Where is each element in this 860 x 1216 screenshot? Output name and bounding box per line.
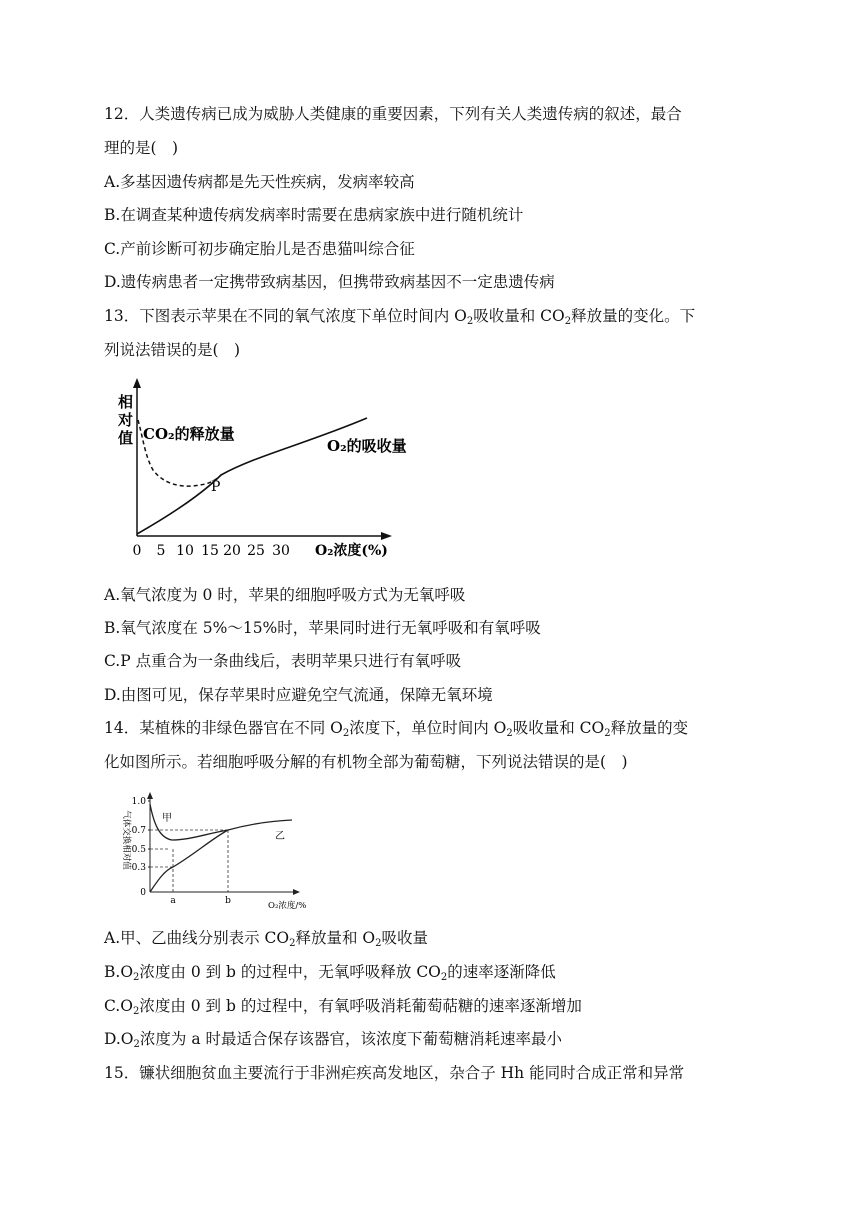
q14-ytick: 1.0 (131, 797, 146, 807)
q14-option-b: $B.O_2$浓度由 0 到 b 的过程中，无氧呼吸释放 $CO_2$的速率逐渐降低 (104, 963, 556, 983)
q14-stem-line1: 14．某植株的非绿色器官在不同 $O_2$浓度下，单位时间内 $O_2$吸收量和 $CO_2$释放量的变 (104, 719, 689, 739)
q14-xlabel: O₂浓度/% (268, 901, 307, 911)
q13-xtick: 20 (223, 543, 241, 559)
q14-option-d: $D.O_2$浓度为 a 时最适合保存该器官，该浓度下葡萄糖消耗速率最小 (104, 1030, 562, 1050)
q14-ytick: 0.3 (131, 863, 146, 873)
q14-ytick: 0.5 (131, 845, 146, 855)
q13-option-b: B.氧气浓度在 5%～15%时，苹果同时进行无氧呼吸和有氧呼吸 (104, 619, 541, 637)
q13-xtick: 10 (176, 543, 194, 559)
q13-xtick: 25 (247, 543, 265, 559)
q12-option-b: B.在调查某种遗传病发病率时需要在患病家族中进行随机统计 (104, 206, 524, 224)
q15-stem-line1: 15．镰状细胞贫血主要流行于非洲疟疾高发地区，杂合子 Hh 能同时合成正常和异常 (104, 1064, 685, 1082)
q13-xtick: 5 (156, 543, 166, 559)
q14-option-a: A.甲、乙曲线分别表示 $CO_2$释放量和 $O_2$吸收量 (104, 929, 429, 949)
q13-option-c: C.P 点重合为一条曲线后，表明苹果只进行有氧呼吸 (104, 652, 462, 670)
q13-xtick: 30 (272, 543, 290, 559)
q13-point-p-label: P (211, 479, 221, 495)
q14-ytick: 0.7 (131, 826, 146, 836)
q13-chart (105, 378, 415, 568)
q12-option-d: D.遗传病患者一定携带致病基因，但携带致病基因不一定患遗传病 (104, 273, 555, 291)
q14-xtick-b: b (225, 896, 231, 906)
q13-co2-label: CO₂的释放量 (143, 425, 235, 443)
q12-option-c: C.产前诊断可初步确定胎儿是否患猫叫综合征 (104, 240, 415, 258)
q12-stem-line2: 理的是( ) (104, 139, 179, 157)
q14-ylabel: 气体交换相对值 (121, 810, 131, 870)
q14-label-jia: 甲 (162, 813, 172, 824)
q14-ytick: 0 (140, 888, 146, 898)
q13-option-d: D.由图可见，保存苹果时应避免空气流通，保障无氧环境 (104, 686, 493, 704)
q13-xlabel: O₂浓度(%) (315, 543, 388, 559)
q13-xtick: 0 (132, 543, 142, 559)
q13-xtick: 15 (201, 543, 219, 559)
q12-option-a: A.多基因遗传病都是先天性疾病，发病率较高 (104, 173, 415, 191)
q13-ylabel-char: 对 (118, 411, 134, 429)
q13-stem-line2: 列说法错误的是( ) (104, 341, 241, 359)
q14-option-c: $C.O_2$浓度由 0 到 b 的过程中，有氧呼吸消耗葡萄萜糖的速率逐渐增加 (104, 997, 582, 1017)
q14-label-yi: 乙 (275, 831, 285, 842)
q13-o2-label: O₂的吸收量 (327, 437, 407, 455)
q12-stem-line1: 12．人类遗传病已成为威胁人类健康的重要因素，下列有关人类遗传病的叙述，最合 (104, 105, 682, 123)
q14-stem-line2: 化如图所示。若细胞呼吸分解的有机物全部为葡萄糖，下列说法错误的是( ) (104, 753, 628, 771)
q14-chart (110, 790, 310, 915)
q13-stem-line1: 13．下图表示苹果在不同的氧气浓度下单位时间内 $O_2$吸收量和 $CO_2$释放量的变化。下 (104, 307, 696, 327)
q13-ylabel-char: 相 (118, 393, 134, 411)
q13-ylabel-char: 值 (118, 429, 134, 447)
q14-xtick-a: a (170, 896, 176, 906)
q13-option-a: A.氧气浓度为 0 时，苹果的细胞呼吸方式为无氧呼吸 (104, 586, 466, 604)
